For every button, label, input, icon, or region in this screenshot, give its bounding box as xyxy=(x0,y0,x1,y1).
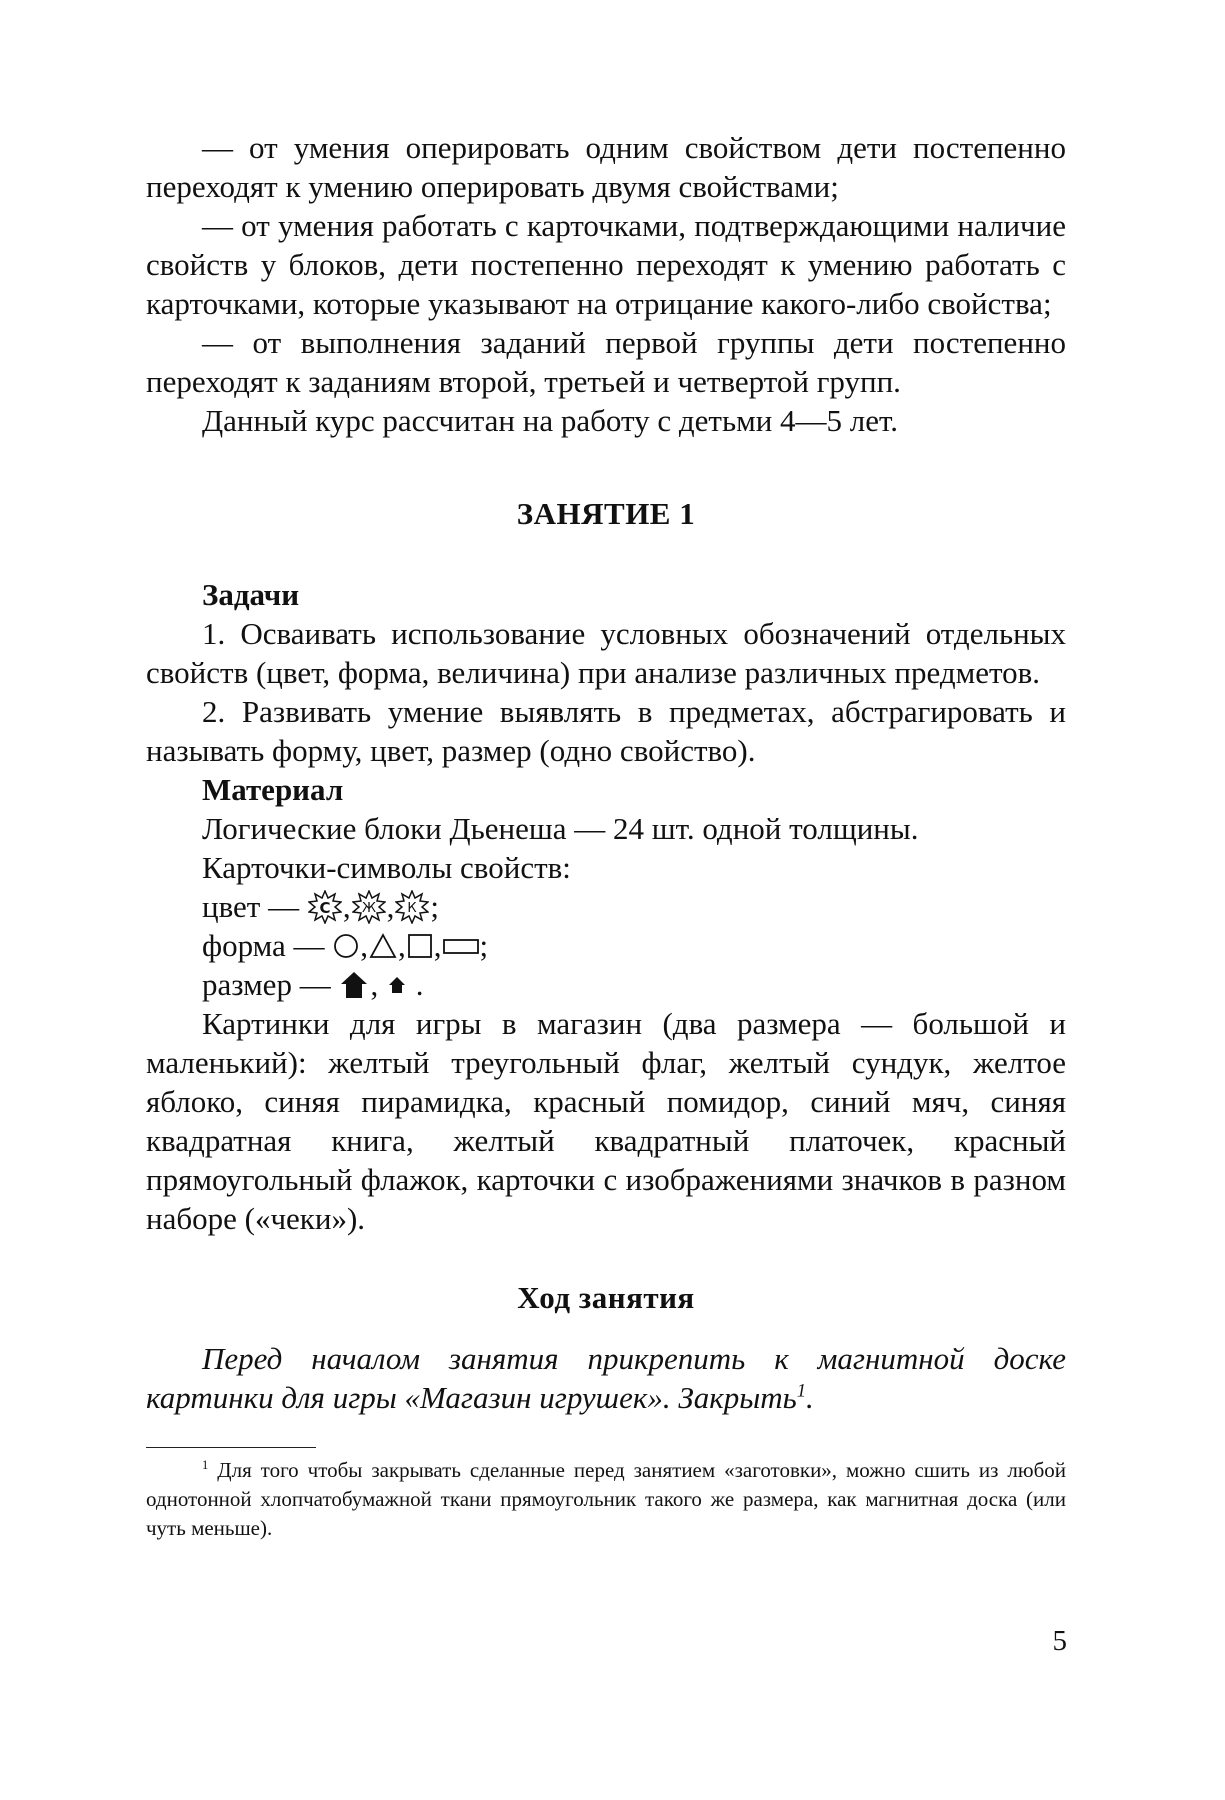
color-symbol-letter: Ж xyxy=(361,900,376,916)
material-heading: Материал xyxy=(202,772,344,807)
small-house-icon xyxy=(387,975,407,995)
color-symbol-red-icon xyxy=(395,890,429,924)
rectangle-icon xyxy=(443,936,479,956)
color-symbol-blue-icon xyxy=(308,890,342,924)
color-symbols-line: цвет — С , Ж , К ; xyxy=(202,889,439,924)
intro-paragraph-2: — от умения работать с карточками, подтверждающими наличие свойств у блоков, дети постепенно переходят к умению работать с карточками, которые указывают на отрицание какого-либо свойства; xyxy=(146,208,1066,321)
material-2: Карточки-символы свойств: xyxy=(202,850,571,885)
square-icon xyxy=(407,933,433,959)
color-symbol-letter: С xyxy=(319,898,331,917)
shape-symbols-line: форма — , , , ; xyxy=(202,928,489,963)
size-symbols-line: размер — , . xyxy=(202,967,424,1002)
footnote-divider xyxy=(146,1447,316,1448)
instruction-paragraph: Перед началом занятия прикрепить к магнитной доске картинки для игры «Магазин игрушек». Закрыть$^1$. xyxy=(146,1341,1066,1415)
triangle-icon xyxy=(369,933,397,959)
footnote xyxy=(146,1456,1066,1543)
instruction-text: Перед началом занятия прикрепить к магнитной доске картинки для игры «Магазин игрушек». Закрыть xyxy=(146,1341,1066,1415)
footnote-text: Для того чтобы закрывать сделанные перед занятием «заготовки», можно сшить из любой однотонной хлопчатобумажной ткани прямоугольник такого же размера, как магнитная доска (или чуть меньше). xyxy=(146,1458,1067,1540)
pictures-paragraph: Картинки для игры в магазин (два размера — большой и маленький): желтый треугольный флаг, желтый сундук, желтое яблоко, синяя пирамидка, красный помидор, синий мяч, синяя квадратная книга, желтый квадратный платочек, красный прямоугольный флажок, карточки с изображениями значков в разном наборе («чеки»). xyxy=(146,1006,1066,1236)
intro-paragraph-1: — от умения оперировать одним свойством дети постепенно переходят к умению оперировать двумя свойствами; xyxy=(146,130,1066,204)
material-1: Логические блоки Дьенеша — 24 шт. одной толщины. xyxy=(202,811,919,846)
shape-label: форма — xyxy=(202,928,325,963)
intro-paragraph-3: — от выполнения заданий первой группы дети постепенно переходят к заданиям второй, третьей и четвертой групп. xyxy=(146,325,1066,399)
task-2: 2. Развивать умение выявлять в предметах, абстрагировать и называть форму, цвет, размер (одно свойство). xyxy=(146,694,1066,768)
task-1: 1. Осваивать использование условных обозначений отдельных свойств (цвет, форма, величина) при анализе различных предметов. xyxy=(146,616,1066,690)
large-house-icon xyxy=(339,970,369,1000)
lesson-title: ЗАНЯТИЕ 1 xyxy=(516,496,696,531)
page-number: 5 xyxy=(1052,1625,1067,1657)
intro-paragraph-4: Данный курс рассчитан на работу с детьми 4—5 лет. xyxy=(202,403,898,438)
color-label: цвет — xyxy=(202,889,300,924)
page-content xyxy=(146,128,1066,1543)
course-heading: Ход занятия xyxy=(517,1280,695,1315)
size-label: размер — xyxy=(202,967,331,1002)
tasks-heading: Задачи xyxy=(202,577,300,612)
footnote-number: 1 xyxy=(202,1458,209,1472)
color-symbol-yellow-icon xyxy=(352,890,386,924)
color-symbol-letter: К xyxy=(407,900,417,916)
footnote-ref: 1 xyxy=(796,1380,806,1402)
circle-icon xyxy=(333,933,359,959)
